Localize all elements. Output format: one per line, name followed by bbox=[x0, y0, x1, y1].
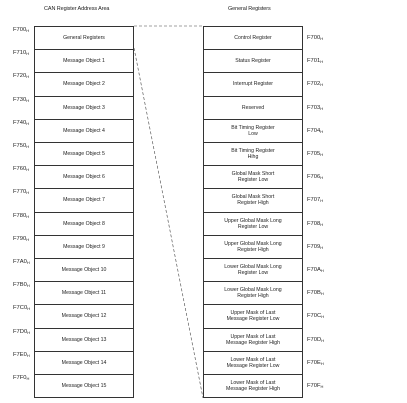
address-value: F770 bbox=[13, 189, 27, 196]
left-register-cell: General Registers bbox=[34, 26, 134, 50]
left-address-label bbox=[13, 73, 29, 79]
address-hex-suffix: H bbox=[26, 236, 30, 242]
address-hex-suffix: H bbox=[26, 190, 30, 196]
address-hex-suffix: H bbox=[321, 314, 325, 320]
address-value: F70C bbox=[307, 313, 322, 320]
left-address-label bbox=[13, 236, 29, 242]
address-hex-suffix: H bbox=[320, 244, 324, 250]
right-address-label bbox=[307, 151, 323, 157]
address-value: F70F bbox=[307, 383, 321, 389]
address-value: F70D bbox=[307, 336, 322, 343]
right-address-label bbox=[307, 81, 323, 87]
address-value: F706 bbox=[307, 174, 321, 181]
address-hex-suffix: H bbox=[26, 376, 30, 381]
address-value: F7E0 bbox=[13, 351, 27, 358]
connector-bottom bbox=[134, 48, 203, 398]
right-address-label bbox=[307, 360, 324, 366]
right-address-label bbox=[307, 221, 323, 227]
left-register-cell: Message Object 7 bbox=[34, 188, 134, 212]
left-address-label bbox=[13, 189, 29, 195]
address-value: F700 bbox=[307, 35, 321, 41]
address-value: F7A0 bbox=[13, 259, 27, 265]
address-hex-suffix: H bbox=[26, 74, 30, 80]
address-hex-suffix: H bbox=[320, 59, 324, 65]
right-register-cell: Upper Mask of Last Message Register High bbox=[203, 328, 303, 352]
address-hex-suffix: H bbox=[320, 128, 324, 134]
address-value: F710 bbox=[13, 50, 27, 57]
address-value: F70A bbox=[307, 267, 321, 273]
right-register-cell: Lower Global Mask Long Register Low bbox=[203, 258, 303, 282]
address-hex-suffix: H bbox=[320, 268, 324, 273]
left-register-cell: Message Object 8 bbox=[34, 212, 134, 236]
left-register-cell: Message Object 10 bbox=[34, 258, 134, 282]
address-hex-suffix: H bbox=[321, 337, 325, 343]
address-value: F700 bbox=[13, 27, 27, 33]
right-register-cell: Lower Mask of Last Message Register High bbox=[203, 374, 303, 398]
left-address-label bbox=[13, 259, 30, 265]
right-register-cell: Lower Global Mask Long Register High bbox=[203, 281, 303, 305]
left-register-cell: Message Object 1 bbox=[34, 49, 134, 73]
address-hex-suffix: H bbox=[320, 82, 324, 88]
address-hex-suffix: H bbox=[26, 260, 30, 265]
address-hex-suffix: H bbox=[320, 360, 324, 366]
address-value: F70B bbox=[307, 290, 321, 297]
left-register-cell: Message Object 13 bbox=[34, 328, 134, 352]
address-value: F780 bbox=[13, 212, 27, 219]
address-value: F708 bbox=[307, 220, 321, 227]
left-register-cell: Message Object 12 bbox=[34, 304, 134, 328]
right-column-title: General Registers bbox=[228, 6, 271, 12]
right-register-cell: Lower Mask of Last Message Register Low bbox=[203, 351, 303, 375]
address-hex-suffix: H bbox=[26, 120, 30, 126]
right-address-label bbox=[307, 313, 324, 319]
address-hex-suffix: H bbox=[26, 144, 30, 149]
address-value: F703 bbox=[307, 104, 321, 111]
left-address-label bbox=[13, 305, 30, 311]
left-address-label bbox=[13, 282, 30, 288]
right-register-cell: Global Mask Short Register Low bbox=[203, 165, 303, 189]
address-value: F704 bbox=[307, 127, 321, 134]
right-address-label bbox=[307, 383, 323, 389]
right-register-cell: Status Register bbox=[203, 49, 303, 73]
left-register-cell: Message Object 9 bbox=[34, 235, 134, 259]
address-hex-suffix: H bbox=[320, 175, 324, 181]
left-address-label bbox=[13, 97, 29, 103]
left-register-cell: Message Object 14 bbox=[34, 351, 134, 375]
address-value: F740 bbox=[13, 119, 27, 126]
right-address-label bbox=[307, 174, 323, 180]
address-hex-suffix: H bbox=[26, 51, 30, 57]
left-address-label bbox=[13, 352, 30, 358]
left-register-cell: Message Object 2 bbox=[34, 72, 134, 96]
right-address-label bbox=[307, 105, 323, 111]
left-register-cell: Message Object 11 bbox=[34, 281, 134, 305]
right-address-label bbox=[307, 267, 324, 273]
left-register-cell: Message Object 5 bbox=[34, 142, 134, 166]
address-hex-suffix: H bbox=[26, 28, 30, 33]
address-hex-suffix: H bbox=[320, 291, 324, 297]
right-register-cell: Bit Timing Register Low bbox=[203, 119, 303, 143]
address-hex-suffix: H bbox=[320, 105, 324, 111]
address-value: F7D0 bbox=[13, 328, 28, 335]
right-address-label bbox=[307, 337, 324, 343]
left-column-title: CAN Register Address Area bbox=[44, 6, 110, 12]
address-value: F707 bbox=[307, 197, 321, 204]
address-hex-suffix: H bbox=[320, 221, 324, 227]
left-address-label bbox=[13, 50, 29, 56]
address-value: F750 bbox=[13, 143, 27, 149]
right-register-cell: Upper Global Mask Long Register High bbox=[203, 235, 303, 259]
left-register-cell: Message Object 6 bbox=[34, 165, 134, 189]
right-register-cell: Upper Mask of Last Message Register Low bbox=[203, 304, 303, 328]
left-address-label bbox=[13, 375, 29, 381]
left-register-cell: Message Object 3 bbox=[34, 96, 134, 120]
left-register-cell: Message Object 15 bbox=[34, 374, 134, 398]
right-address-label bbox=[307, 290, 324, 296]
right-address-label bbox=[307, 197, 323, 203]
address-value: F7F0 bbox=[13, 375, 27, 381]
address-value: F720 bbox=[13, 73, 27, 80]
right-register-cell: Reserved bbox=[203, 96, 303, 120]
left-address-label bbox=[13, 120, 29, 126]
address-value: F70E bbox=[307, 359, 321, 366]
left-register-cell: Message Object 4 bbox=[34, 119, 134, 143]
right-address-label bbox=[307, 128, 323, 134]
address-value: F701 bbox=[307, 58, 321, 65]
right-address-label bbox=[307, 244, 323, 250]
address-hex-suffix: H bbox=[26, 167, 30, 173]
address-hex-suffix: H bbox=[26, 283, 30, 289]
address-hex-suffix: H bbox=[27, 306, 31, 312]
address-hex-suffix: H bbox=[26, 213, 30, 219]
right-register-cell: Upper Global Mask Long Register Low bbox=[203, 212, 303, 236]
address-hex-suffix: H bbox=[26, 352, 30, 358]
address-hex-suffix: H bbox=[320, 384, 324, 389]
right-address-label bbox=[307, 58, 323, 64]
left-address-label bbox=[13, 213, 29, 219]
address-value: F7B0 bbox=[13, 282, 27, 289]
right-register-cell: Interrupt Register bbox=[203, 72, 303, 96]
left-address-label bbox=[13, 166, 29, 172]
address-value: F760 bbox=[13, 166, 27, 173]
right-address-label bbox=[307, 35, 323, 41]
address-value: F705 bbox=[307, 151, 321, 157]
address-value: F7C0 bbox=[13, 305, 28, 312]
address-hex-suffix: H bbox=[26, 97, 30, 103]
left-address-label bbox=[13, 143, 29, 149]
right-register-cell: Global Mask Short Register High bbox=[203, 188, 303, 212]
left-address-label bbox=[13, 329, 30, 335]
right-register-cell: Bit Timing Register Hihg bbox=[203, 142, 303, 166]
right-register-cell: Control Register bbox=[203, 26, 303, 50]
address-hex-suffix: H bbox=[320, 152, 324, 157]
address-hex-suffix: H bbox=[27, 329, 31, 335]
address-value: F702 bbox=[307, 81, 321, 88]
left-address-label bbox=[13, 27, 29, 33]
address-value: F730 bbox=[13, 96, 27, 103]
address-value: F790 bbox=[13, 235, 27, 242]
address-hex-suffix: H bbox=[320, 198, 324, 204]
address-hex-suffix: H bbox=[320, 36, 324, 41]
address-value: F709 bbox=[307, 243, 321, 250]
